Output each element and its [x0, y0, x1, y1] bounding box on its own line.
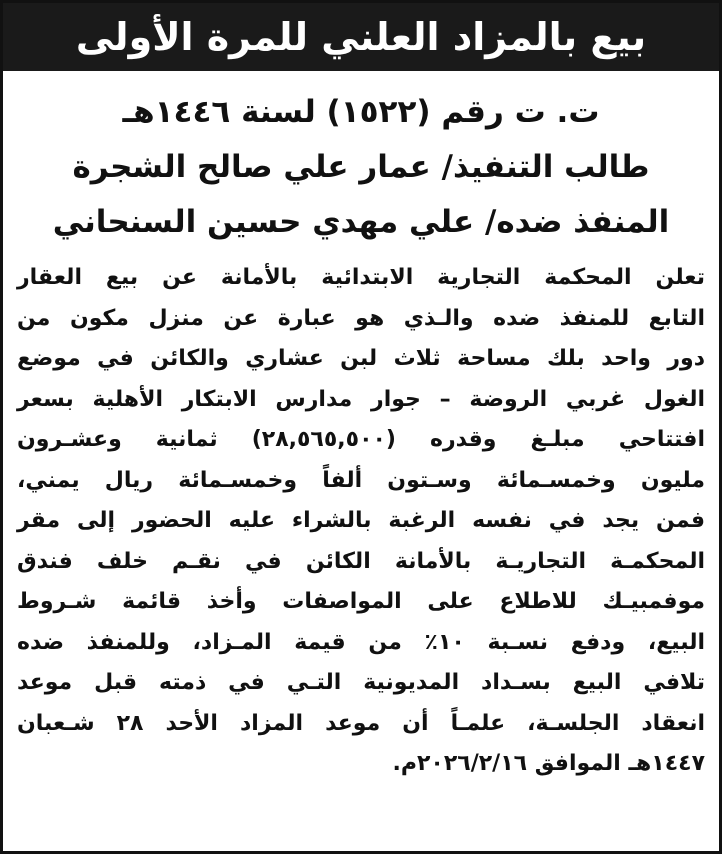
case-reference-block [3, 71, 719, 250]
execution-respondent: المنفذ ضده/ علي مهدي حسين السنحاني [52, 204, 670, 240]
body-line: موفمبيـك للاطلاع على المواصفات وأخذ قائمة شـروط [17, 589, 705, 614]
body-line: افتتاحي مبلـغ وقدره (٢٨,٥٦٥,٥٠٠) ثمانية وعشـرون [17, 427, 705, 452]
body-line: تلافي البيع بسـداد المديونية التـي في ذمته قبل موعد [17, 670, 705, 695]
case-number: ت. ت رقم (١٥٢٢) لسنة ١٤٤٦هـ [122, 94, 600, 130]
body-line: المحكمـة التجاريـة بالأمانة الكائن في نقـم خلف فندق [17, 548, 705, 574]
execution-requester: طالب التنفيذ/ عمار علي صالح الشجرة [72, 149, 650, 185]
body-line: مليون وخمسـمائة وسـتون ألفاً وخمسـمائة ريال يمني، [17, 467, 705, 493]
body-line: ١٤٤٧هـ الموافق ٢٠٢٦/٢/١٦م. [392, 751, 705, 776]
body-line: انعقاد الجلسـة، علمـاً أن موعد المزاد الأحد ٢٨ شـعبان [17, 710, 705, 736]
body-line: تعلن المحكمة التجارية الابتدائية بالأمانة عن بيع العقار [17, 265, 705, 290]
body-line: الغول غربي الروضة – جوار مدارس الابتكار الأهلية بسعر [17, 386, 705, 412]
notice-body [3, 250, 719, 785]
notice-title: بيع بالمزاد العلني للمرة الأولى [3, 3, 719, 71]
body-line: التابع للمنفذ ضده والـذي هو عبارة عن منزل مكون من [17, 305, 705, 331]
body-line: دور واحد بلك مساحة ثلاث لبن عشاري والكائن في موضع [17, 346, 705, 371]
body-line: البيع، ودفع نسـبة ١٠٪ من قيمة المـزاد، وللمنفذ ضده [17, 629, 705, 655]
body-line: فمن يجد في نفسه الرغبة بالشراء عليه الحضور إلى مقر [17, 508, 705, 533]
